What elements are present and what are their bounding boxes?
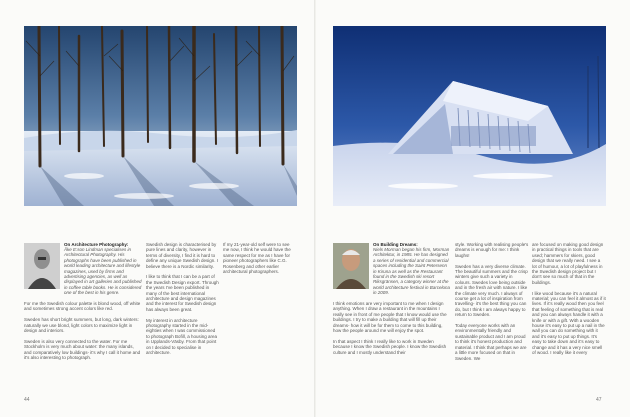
left-col3-para-1: If my 21-year-old self were to see me now, I think he would have the same respect for me as I have for pioneer photographers like C.G. Rosenberg and other earlier architectural photographers. bbox=[223, 242, 291, 275]
right-col3-para-1: are focused on making good design in practical things in tools that are used; hammers for skiers, good design that we really need. I see a lot of humour, a lot of playfulness in the Swedish design project but I don't see so much of that in the buildings. bbox=[532, 242, 604, 285]
page-gutter bbox=[314, 0, 316, 417]
left-heading: On Architecture Photography: bbox=[64, 242, 129, 247]
left-col2-para-2: I like to think that I can be a part of the Swedish Design export. Through the years I've been published in many of the best international architecture and design magazines and the interest for Swedish design has always been great. bbox=[146, 274, 219, 312]
right-col3-para-2: I like wood because it's a natural material; you can feel it almost as if it lives. If it's really wood then you feel that feeling of something that is real and you can always handle it with a knife or with a gift. With a wooden house it's easy to put up a nail in the wall you can do something with it and it's easy to put up things. It's easy to take down and it's easy to change and it has a very nice smell of wood. I really like it every bbox=[532, 290, 606, 356]
right-column-2 bbox=[455, 242, 529, 366]
snow-covered-building-photo bbox=[333, 26, 606, 206]
right-page-number: 47 bbox=[596, 397, 602, 403]
left-col1-para-2: Sweden has short bright summers, but long, dark winters: naturally we use blond, light colors to maximize light in design and interiors. bbox=[24, 317, 139, 334]
left-col1-para-3: Sweden is also very connected to the water. For me Stockholm is very much about water: the many islands, and comparatively low buildings- it's why I call it home and it's also interesting to photograph. bbox=[24, 338, 141, 361]
snowy-forest-photo bbox=[24, 26, 297, 206]
left-col2-para-1: Swedish design is characterised by pure lines and clarity, however in terms of diversity, I find it is hard to define any unique Swedish design. I believe there is a Nordic similarity. bbox=[146, 242, 219, 269]
left-column-3 bbox=[223, 242, 297, 280]
right-intro-text: Niels Morman began his firm, Morman Architektur, in 1985. He has designed a series of residential and commercial spaces including the Saint Petersenn in Kiruna as well as the Restaurant found in the Swedish ski resort Riksgränsen, a category winner at the world architecture festival in Barcelona in 2009. bbox=[373, 247, 451, 296]
right-column-1 bbox=[333, 247, 451, 360]
right-col1-para-2: In that aspect I think I really like to work in Sweden because I know the Swedish people. I know the Swedish culture and I mostly understand their bbox=[333, 338, 447, 355]
left-intro-text: Åke E:son Lindman specialises in Architectural Photography. His photographs have been published in world leading architecture and lifestyle magazines, used by firms and advertising agencies, as well as displayed in art galleries and published in coffee table books. He is considered one of the best in his genre. bbox=[64, 247, 142, 296]
right-col2-para-1: style. Working with realising people's dreams is enough for me: I think laughs! bbox=[455, 242, 529, 258]
left-col1-para-1: For me the Swedish colour palette is blond wood, off white and sometimes strong accent colors like red. bbox=[24, 301, 141, 312]
left-column-2 bbox=[146, 242, 220, 361]
left-page-number: 44 bbox=[24, 397, 30, 403]
left-column-1 bbox=[24, 247, 142, 366]
right-col1-para-1: I think emotions are very important to me when I design anything. When I draw a restaurant in the mountains I really see in front of me people that I know would use the buildings. I try to make a building that will fill up their dreams- how it will be for them to come to this building, how the people around me will enjoy the spot. bbox=[333, 301, 447, 334]
left-col2-para-3: My interest in architecture photography started in the mid-eighties when I was commissioned to photograph Bofill, a housing area in Upplands-Väsby. From that point on I decided to specialise in architecture. bbox=[146, 317, 218, 356]
right-column-3 bbox=[532, 242, 606, 361]
right-col2-para-3: Today everyone works with an environmentally friendly and sustainable product and I am proud to think it's honest production and material. I think that perhaps we are a little more focused on that in Sweden. We bbox=[455, 323, 527, 361]
right-col2-para-2: Sweden has a very diverse climate. The beautiful summers and the crisp winters give such a variety in colours. Swedes love being outside and in the fresh air with nature. I like the climate very much. I always of course get a lot of inspiration from travelling- it's the best thing you can do, but I think I am always happy to return to Sweden. bbox=[455, 263, 528, 318]
right-heading: On Building Dreams: bbox=[373, 242, 418, 247]
